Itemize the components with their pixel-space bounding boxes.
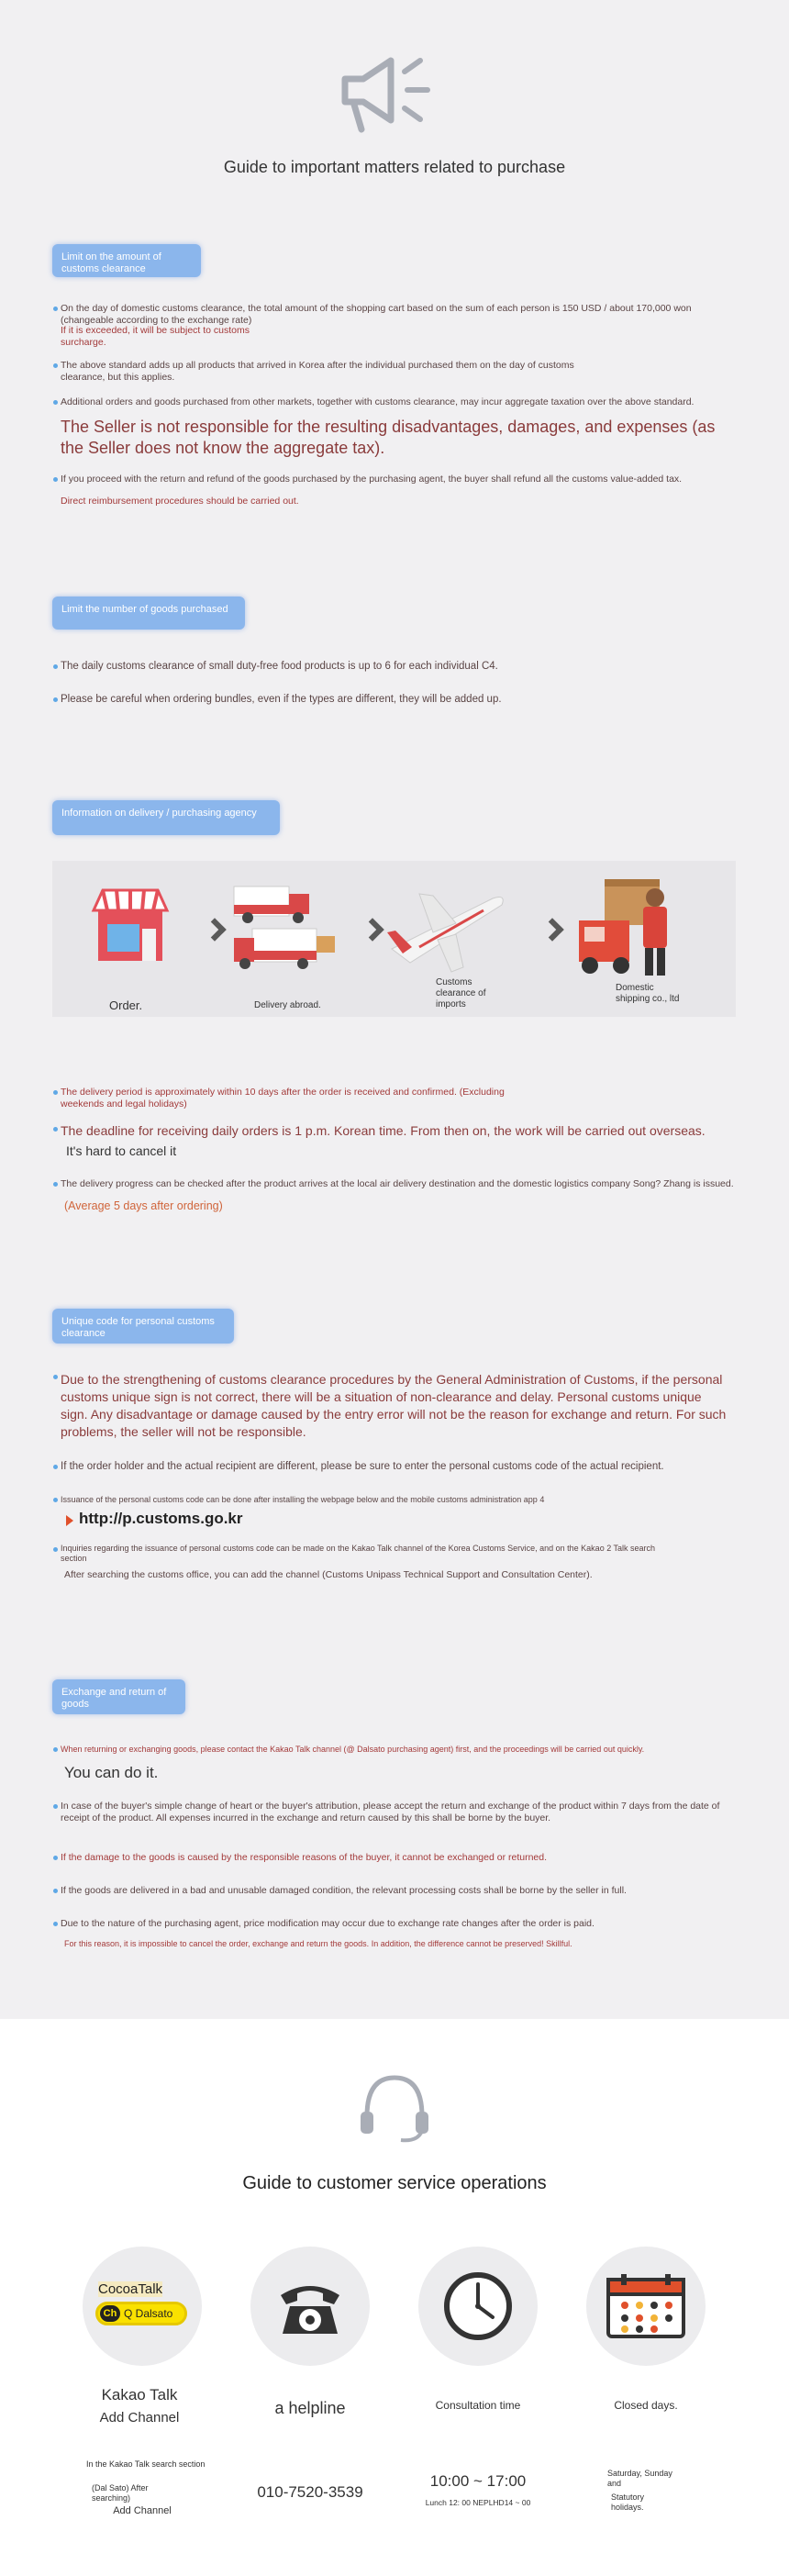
list-item: The deadline for receiving daily orders is 1 p.m. Korean time. From then on, the work will be carried out overseas. (61, 1123, 739, 1139)
list-item: The daily customs clearance of small duty-free food products is up to 6 for each individual C4. (61, 661, 739, 673)
kakao-logo-text: CocoaTalk (98, 2281, 163, 2297)
list-item: Additional orders and goods purchased from other markets, together with customs clearance, may incur aggregate taxation over the above standard. (61, 396, 739, 408)
hours-circle (418, 2247, 538, 2366)
hours-lunch: Lunch 12: 00 NEPLHD14 ~ 00 (425, 2498, 531, 2507)
calendar-icon (605, 2272, 687, 2340)
list-item: Please be careful when ordering bundles, even if the types are different, they will be added up. (61, 694, 739, 706)
kakao-label: Kakao Talk (101, 2386, 178, 2403)
chevron-right-icon (361, 918, 383, 941)
section-tag-customs-code: Unique code for personal customs clearance (52, 1309, 234, 1344)
chevron-right-icon (540, 918, 563, 941)
list-item: The delivery period is approximately within 10 days after the order is received and confirmed. (Excluding weekends and legal holidays) (61, 1087, 538, 1110)
section-tag-delivery: Information on delivery / purchasing agency (52, 800, 280, 835)
section-tag-exchange: Exchange and return of goods (52, 1679, 185, 1714)
store-icon (80, 874, 181, 975)
list-item: (Average 5 days after ordering) (64, 1199, 223, 1212)
headset-icon (353, 2070, 436, 2144)
courier-icon (568, 870, 687, 980)
list-item: Issuance of the personal customs code can be done after installing the webpage below and the mobile customs administration app 4 (61, 1494, 739, 1506)
flow-step-customs: Customs clearance of imports (436, 977, 486, 1009)
list-item: When returning or exchanging goods, please contact the Kakao Talk channel (@ Dalsato purchasing agent) first, and the proceedings will be carried out quickly. (61, 1744, 739, 1756)
section-tag-limit-number: Limit the number of goods purchased (52, 597, 245, 630)
list-item: After searching the customs office, you can add the channel (Customs Unipass Technical Support and Consultation Center). (64, 1569, 593, 1580)
list-item: Due to the nature of the purchasing agent, price modification may occur due to exchange rate changes after the order is paid. (61, 1918, 739, 1930)
purchase-guide-title: Guide to important matters related to purchase (223, 158, 566, 176)
kakao-desc: Add Channel (113, 2505, 172, 2516)
kakao-channel-name: Q Dalsato (124, 2307, 173, 2320)
airplane-icon (383, 875, 511, 976)
list-item: You can do it. (64, 1764, 159, 1781)
kakao-channel-pill (95, 2302, 187, 2325)
kakao-circle (83, 2247, 202, 2366)
closed-label: Closed days. (614, 2399, 678, 2412)
customer-service-title: Guide to customer service operations (242, 2173, 547, 2193)
list-item: The Seller is not responsible for the resulting disadvantages, damages, and expenses (as the Seller does not know the aggregate tax). (61, 418, 716, 457)
list-item: The above standard adds up all products that arrived in Korea after the individual purchased them on the day of customs clearance, but this applies. (61, 360, 602, 384)
closed-value: Saturday, Sunday and (607, 2469, 672, 2488)
kakao-desc: (Dal Sato) After searching) (92, 2483, 149, 2503)
list-item: If the damage to the goods is caused by the responsible reasons of the buyer, it cannot be exchanged or returned. (61, 1852, 739, 1864)
chevron-right-icon (203, 918, 226, 941)
kakao-badge-icon: Ch (100, 2305, 120, 2322)
kakao-desc: In the Kakao Talk search section (86, 2459, 206, 2469)
helpline-number[interactable]: 010-7520-3539 (257, 2483, 363, 2501)
list-item: On the day of domestic customs clearance, the total amount of the shopping cart based on the sum of each person is 150 USD / about 170,000 won (changeable according to the exchange rate) (61, 303, 739, 327)
delivery-trucks-icon (225, 877, 344, 978)
list-item: Due to the strengthening of customs clearance procedures by the General Administration of Customs, if the personal customs unique sign is not correct, there will be a situation of non-clearance and delay. Personal customs unique sign. Any disadvantage or damage caused by the entry error will not be the reason for exchange and return. For such problems, the seller will not be responsible. (61, 1371, 730, 1441)
list-item: For this reason, it is impossible to cancel the order, exchange and return the goods. In addition, the difference cannot be preserved! Skillful. (64, 1939, 572, 1948)
list-item: If the goods are delivered in a bad and unusable damaged condition, the relevant processing costs shall be borne by the seller in full. (61, 1885, 739, 1897)
kakao-add-channel-label[interactable]: Add Channel (99, 2410, 180, 2425)
list-item: In case of the buyer's simple change of heart or the buyer's attribution, please accept the return and exchange of the product within 7 days from the date of receipt of the product. All expenses incurred in the exchange and return caused by this shall be borne by the buyer. (61, 1801, 720, 1823)
megaphone-icon (336, 51, 455, 134)
flow-step-domestic-shipping: Domestic shipping co., ltd (616, 983, 680, 1004)
customs-link[interactable]: http://p.customs.go.kr (79, 1510, 243, 1527)
delivery-flow-diagram (52, 861, 736, 1017)
list-item: Direct reimbursement procedures should be carried out. (61, 496, 299, 507)
telephone-icon (273, 2269, 347, 2343)
list-item: If you proceed with the return and refund of the goods purchased by the purchasing agent, the buyer shall refund all the customs value-added tax. (61, 474, 739, 485)
list-item: If the order holder and the actual recipient are different, please be sure to enter the personal customs code of the actual recipient. (61, 1461, 739, 1473)
hours-value: 10:00 ~ 17:00 (429, 2472, 527, 2490)
list-item: Inquiries regarding the issuance of personal customs code can be made on the Kakao Talk channel of the Korea Customs Service, and on the Kakao 2 Talk search section (61, 1544, 656, 1563)
arrow-right-icon (66, 1515, 73, 1526)
closed-value: Statutory holidays. (611, 2492, 645, 2512)
closed-circle (586, 2247, 706, 2366)
helpline-label: a helpline (274, 2399, 346, 2417)
list-item: The delivery progress can be checked after the product arrives at the local air delivery destination and the domestic logistics company Song? Zhang is issued. (61, 1178, 739, 1190)
list-item: If it is exceeded, it will be subject to customs surcharge. (61, 325, 250, 348)
clock-icon (441, 2269, 515, 2343)
flow-step-order: Order. (109, 998, 143, 1012)
helpline-circle (250, 2247, 370, 2366)
hours-label: Consultation time (435, 2399, 521, 2412)
section-tag-limit-amount: Limit on the amount of customs clearance (52, 244, 201, 277)
flow-step-delivery-abroad: Delivery abroad. (254, 1000, 321, 1010)
list-item: It's hard to cancel it (66, 1143, 177, 1158)
